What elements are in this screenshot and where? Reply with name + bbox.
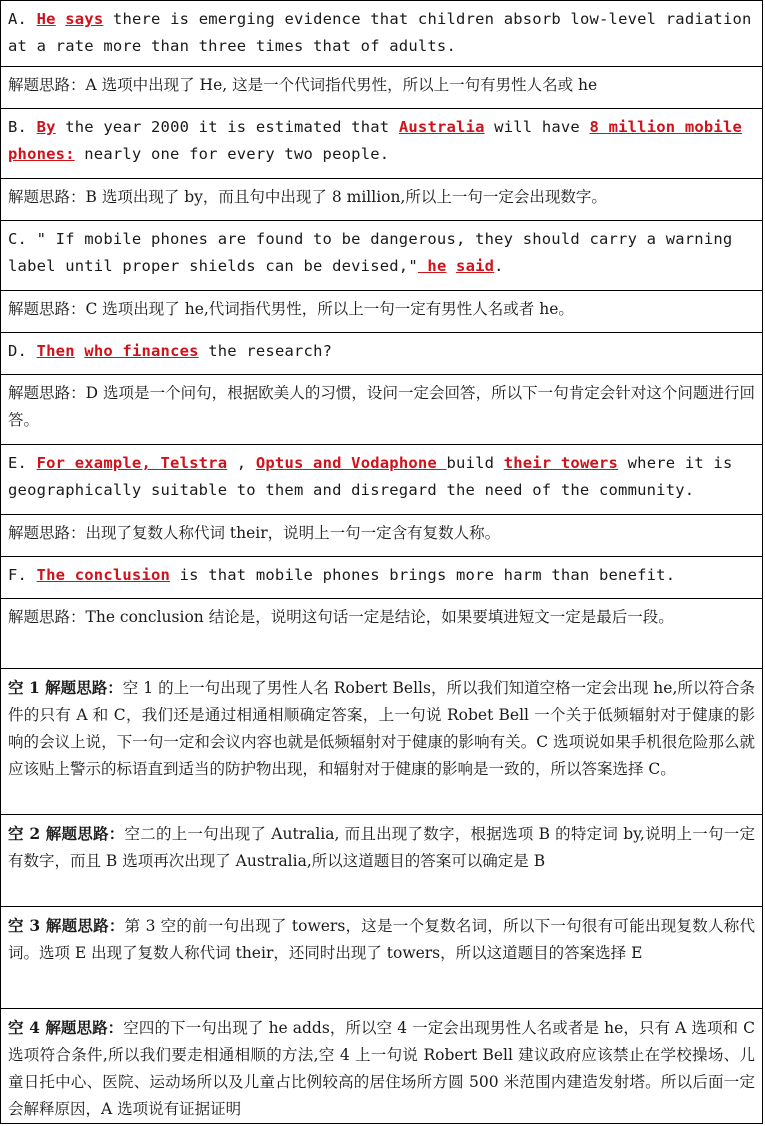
blank-1-label: 空 1 解题思路： xyxy=(8,678,123,697)
blank-4-label: 空 4 解题思路： xyxy=(8,1018,124,1037)
option-a-hint xyxy=(1,67,762,109)
option-c-text-2: . xyxy=(494,257,504,275)
option-b-text-1: the year 2000 it is estimated that xyxy=(55,118,399,136)
option-d-text-1 xyxy=(75,342,85,360)
option-d-prefix: D. xyxy=(8,342,37,360)
blank-4-text: 空四的下一句出现了 he adds，所以空 4 一定会出现男性人名或者是 he，只有 A 选项和 C 选项符合条件,所以我们要走相通相顺的方法,空 4 上一句说 Robert Bell 建议政府应该禁止在学校操场、儿童日托中心、医院、运动场所以及儿童占比例较高的居住场所方圆 500 米范围内建造发射塔。所以后面一定会解释原因，A 选项说有证据证明 xyxy=(8,1019,756,1118)
option-b-prefix: B. xyxy=(8,118,37,136)
blank-1-analysis xyxy=(1,669,762,815)
option-a-hint-text: 解题思路：A 选项中出现了 He, 这是一个代词指代男性，所以上一句有男性人名或 he xyxy=(8,76,598,94)
option-b-hint-text: 解题思路：B 选项出现了 by，而且句中出现了 8 million,所以上一句一定会出现数字。 xyxy=(8,188,607,206)
option-a-keyword-1: He xyxy=(36,10,56,28)
option-e xyxy=(1,445,762,515)
option-f-hint-text: 解题思路：The conclusion 结论是，说明这句话一定是结论，如果要填进短文一定是最后一段。 xyxy=(8,608,674,626)
option-f-text: is that mobile phones brings more harm than benefit. xyxy=(170,566,676,584)
option-c-prefix: C. " If mobile phones are found to be dangerous, they should carry a warning label until proper shields can be devised," xyxy=(8,230,733,275)
option-e-hint-text: 解题思路：出现了复数人称代词 their，说明上一句一定含有复数人称。 xyxy=(8,524,501,542)
option-b-text-3: nearly one for every two people. xyxy=(74,145,390,163)
blank-2-text: 空二的上一句出现了 Autralia, 而且出现了数字，根据选项 B 的特定词 by,说明上一句一定有数字，而且 B 选项再次出现了 Australia,所以这道题目的答案可以确定是 B xyxy=(8,825,755,870)
option-c xyxy=(1,221,762,291)
option-b-keyword-3: 8 million mobile phones: xyxy=(8,118,743,163)
option-d-keyword-2: who finances xyxy=(84,342,199,360)
option-f-hint xyxy=(1,599,762,669)
blank-2-label: 空 2 解题思路： xyxy=(8,824,125,843)
option-c-hint xyxy=(1,291,762,333)
option-d xyxy=(1,333,762,375)
option-d-hint xyxy=(1,375,762,445)
option-f-prefix: F. xyxy=(8,566,37,584)
option-b-keyword-2: Australia xyxy=(398,118,485,136)
option-a xyxy=(1,1,762,67)
option-c-hint-text: 解题思路：C 选项出现了 he,代词指代男性，所以上一句一定有男性人名或者 he。 xyxy=(8,300,574,318)
option-d-text-2: the research? xyxy=(198,342,333,360)
option-b-hint xyxy=(1,179,762,221)
blank-3-label: 空 3 解题思路： xyxy=(8,916,125,935)
option-d-keyword-1: Then xyxy=(36,342,75,360)
option-f xyxy=(1,557,762,599)
blank-3-analysis xyxy=(1,907,762,1009)
option-a-keyword-2: says xyxy=(65,10,104,28)
option-c-keyword-2: said xyxy=(456,257,495,275)
option-f-keyword-1: The conclusion xyxy=(36,566,171,584)
blank-2-analysis xyxy=(1,815,762,907)
option-b-text-2: will have xyxy=(484,118,590,136)
option-c-text-1 xyxy=(446,257,456,275)
option-e-keyword-2: Optus and Vodaphone xyxy=(255,454,447,472)
option-a-prefix: A. xyxy=(8,10,37,28)
blank-4-analysis xyxy=(1,1009,762,1124)
option-d-hint-text: 解题思路：D 选项是一个问句，根据欧美人的习惯，设问一定会回答，所以下一句肯定会针对这个问题进行回答。 xyxy=(8,384,755,429)
option-c-keyword-1: he xyxy=(417,257,447,275)
option-b xyxy=(1,109,762,179)
blank-3-text: 第 3 空的前一句出现了 towers，这是一个复数名词，所以下一句很有可能出现复数人称代词。选项 E 出现了复数人称代词 their，还同时出现了 towers，所以这道题目的答案选择 E xyxy=(8,917,756,962)
option-a-text: there is emerging evidence that children absorb low-level radiation at a rate more than three times that of adults. xyxy=(8,10,752,55)
option-e-keyword-3: their towers xyxy=(503,454,619,472)
option-e-text-3: where it is geographically suitable to them and disregard the need of the community. xyxy=(8,454,733,499)
blank-1-text: 空 1 的上一句出现了男性人名 Robert Bells，所以我们知道空格一定会出现 he,所以符合条件的只有 A 和 C，我们还是通过相通相顺确定答案，上一句说 Robet Bell 一个关于低频辐射对于健康的影响的会议上说，下一句一定和会议内容也就是低频辐射对于健康的影响有关。C 选项说如果手机很危险那么就应该贴上警示的标语直到适当的防护物出现，和辐射对于健康的影响是一致的，所以答案选择 C。 xyxy=(8,679,756,778)
option-e-text-2: build xyxy=(446,454,504,472)
option-e-keyword-1: For example, Telstra xyxy=(36,454,228,472)
option-b-keyword-1: By xyxy=(36,118,56,136)
option-e-text-1: , xyxy=(227,454,256,472)
option-e-prefix: E. xyxy=(8,454,37,472)
option-e-hint xyxy=(1,515,762,557)
